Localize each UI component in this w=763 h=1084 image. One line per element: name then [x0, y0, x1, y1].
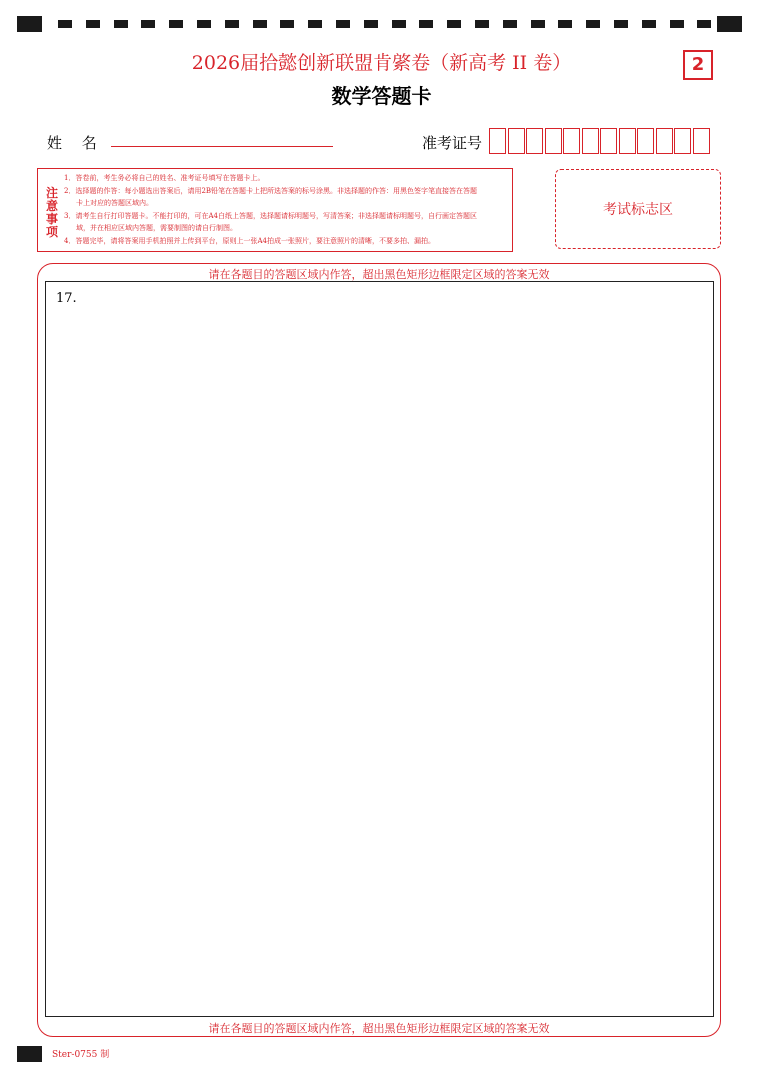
timing-mark [141, 20, 155, 28]
registration-mark-bottom-left [17, 1046, 42, 1062]
timing-mark [364, 20, 378, 28]
timing-mark [558, 20, 572, 28]
answer-warning-bottom: 请在各题目的答题区域内作答，超出黑色矩形边框限定区域的答案无效 [208, 1022, 550, 1035]
footer-code: Ster-0755 制 [52, 1050, 110, 1060]
timing-mark [475, 20, 489, 28]
timing-mark [586, 20, 600, 28]
timing-mark [670, 20, 684, 28]
timing-mark [114, 20, 128, 28]
id-digit-box[interactable] [656, 128, 673, 154]
timing-mark [642, 20, 656, 28]
timing-mark [697, 20, 711, 28]
question-number: 17. [56, 291, 77, 306]
id-digit-box[interactable] [489, 128, 506, 154]
page-title: 数学答题卡 [331, 84, 432, 108]
id-digit-box[interactable] [563, 128, 580, 154]
registration-mark-top-right [717, 16, 742, 32]
id-digit-box[interactable] [619, 128, 636, 154]
id-digit-box[interactable] [637, 128, 654, 154]
timing-mark [58, 20, 72, 28]
name-field[interactable] [111, 146, 333, 147]
notice-item: 域，并在相应区域内答题，需要制图的请自行制图。 [76, 224, 237, 232]
timing-mark [280, 20, 294, 28]
notice-item: 2．选择题的作答：每小题选出答案后，请用2B铅笔在答题卡上把所选答案的标号涂黑。非选择题的作答：用黑色签字笔直接答在答题 [64, 186, 478, 195]
timing-mark [253, 20, 267, 28]
registration-mark-top-left [17, 16, 42, 32]
timing-mark [86, 20, 100, 28]
notice-heading: 注意事项 [46, 186, 59, 239]
timing-mark [308, 20, 322, 28]
timing-mark [531, 20, 545, 28]
id-digit-box[interactable] [600, 128, 617, 154]
timing-mark [614, 20, 628, 28]
exam-mark-area: 考试标志区 [555, 169, 721, 249]
timing-mark [392, 20, 406, 28]
id-digit-box[interactable] [582, 128, 599, 154]
notice-item: 4．答题完毕，请将答案用手机拍照并上传到平台，原则上一张A4拍成一张照片，要注意照片的清晰，不要多拍、漏拍。 [64, 236, 435, 245]
timing-mark [419, 20, 433, 28]
timing-mark [225, 20, 239, 28]
page-number-badge: 2 [683, 50, 713, 80]
notice-box [37, 168, 513, 252]
notice-item: 3．请考生自行打印答题卡。不能打印的，可在A4白纸上答题，选择题请标明题号，写清答案；非选择题请标明题号，自行画定答题区 [64, 211, 477, 220]
timing-mark [336, 20, 350, 28]
id-label: 准考证号 [422, 134, 483, 152]
notice-item: 1．答卷前，考生务必将自己的姓名、准考证号填写在答题卡上。 [64, 174, 265, 182]
answer-warning-top: 请在各题目的答题区域内作答，超出黑色矩形边框限定区域的答案无效 [208, 268, 550, 281]
timing-mark [169, 20, 183, 28]
exam-title: 2026届拾懿创新联盟肯綮卷（新高考 II 卷） [191, 52, 572, 74]
name-label: 姓 名 [47, 134, 97, 152]
answer-area-17[interactable] [45, 281, 714, 1017]
timing-mark [503, 20, 517, 28]
id-digit-box[interactable] [545, 128, 562, 154]
id-digit-box[interactable] [693, 128, 710, 154]
id-digit-box[interactable] [674, 128, 691, 154]
id-digit-box[interactable] [526, 128, 543, 154]
timing-mark [447, 20, 461, 28]
timing-mark [197, 20, 211, 28]
id-digit-box[interactable] [508, 128, 525, 154]
notice-list [64, 172, 510, 247]
notice-item: 卡上对应的答题区域内。 [76, 199, 153, 207]
